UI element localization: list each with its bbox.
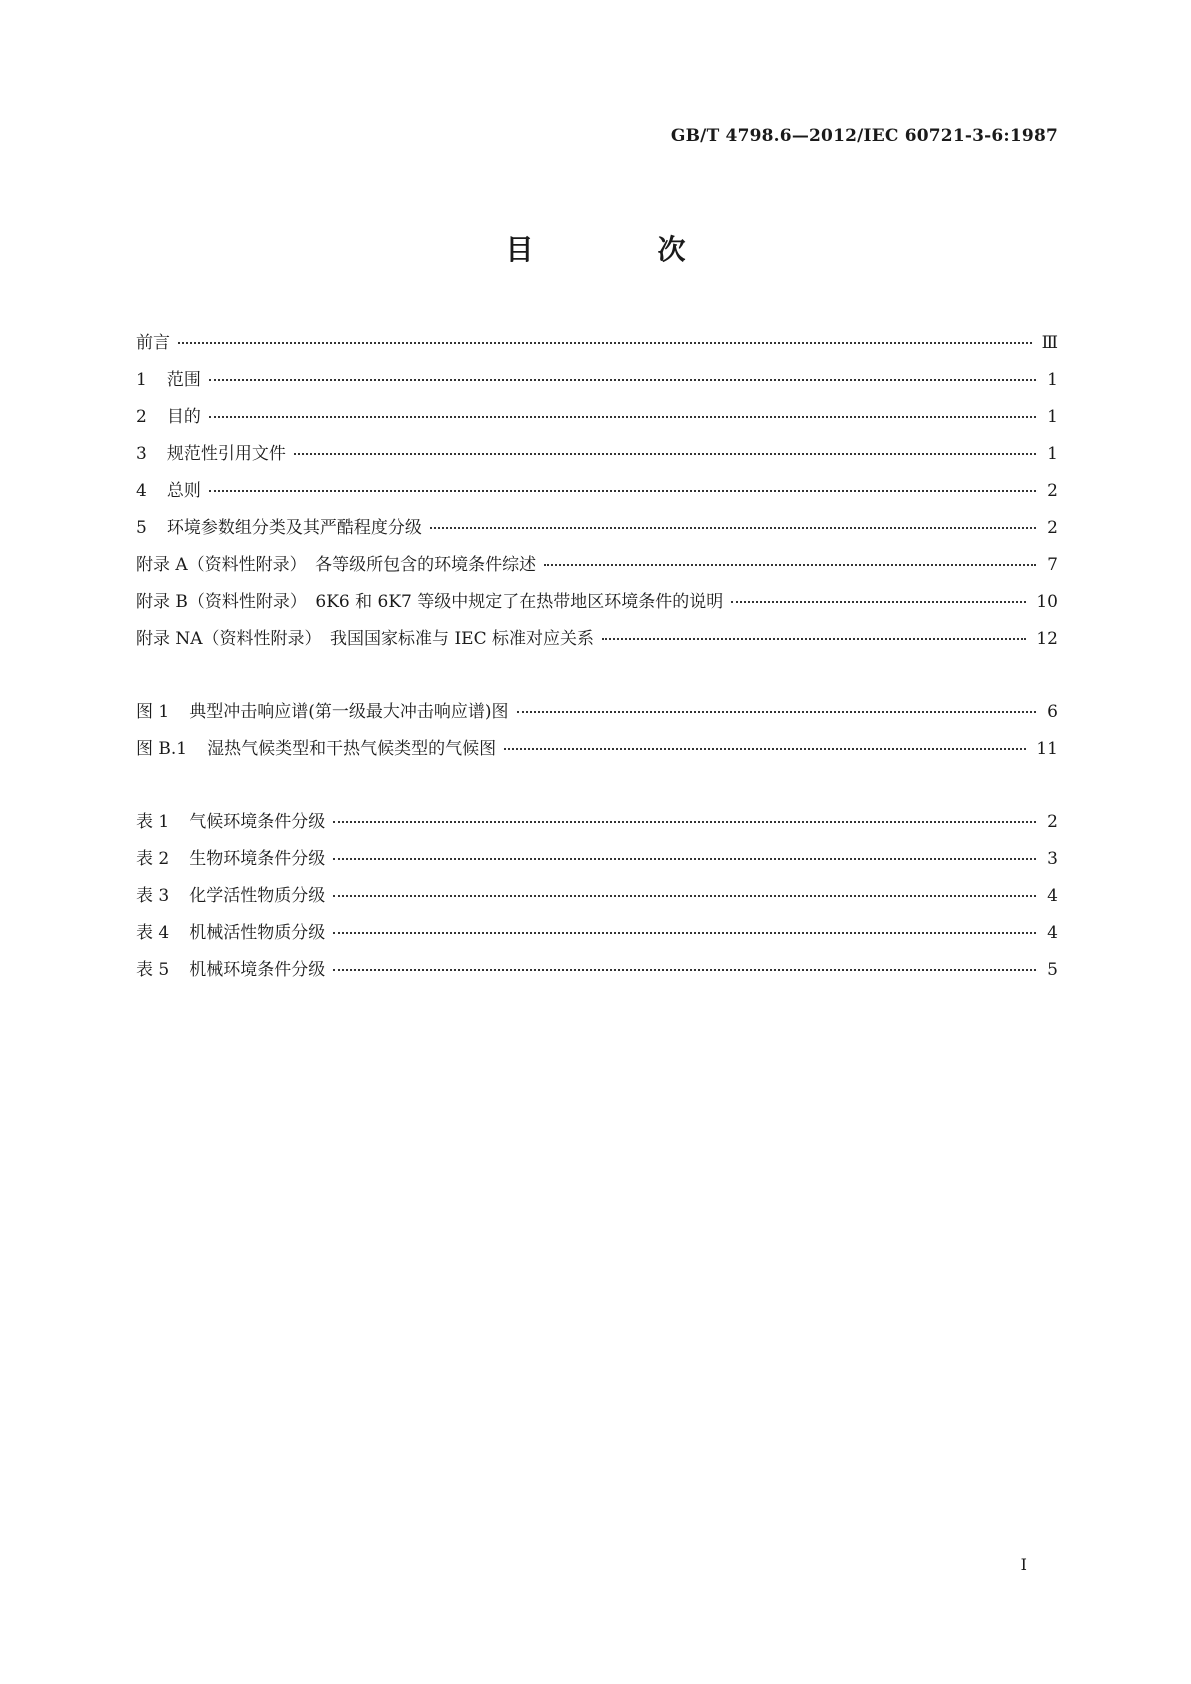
- toc-entry-page: 2: [1047, 812, 1058, 832]
- table-of-contents: [136, 328, 1058, 992]
- toc-entry-page: Ⅲ: [1041, 333, 1058, 353]
- toc-entry-text: 附录 A（资料性附录） 各等级所包含的环境条件综述: [136, 555, 537, 575]
- toc-leader-dots: [602, 638, 1026, 640]
- toc-leader-dots: [209, 490, 1036, 492]
- toc-entry-page: 10: [1036, 592, 1058, 612]
- toc-entry-text: 附录 B（资料性附录） 6K6 和 6K7 等级中规定了在热带地区环境条件的说明: [136, 592, 724, 612]
- toc-entry[interactable]: [136, 587, 1058, 624]
- toc-leader-dots: [430, 527, 1036, 529]
- toc-leader-dots: [517, 711, 1037, 713]
- toc-entry-page: 4: [1047, 923, 1058, 943]
- toc-entry-number: 表 4: [136, 923, 170, 943]
- toc-entry-label: [136, 513, 430, 538]
- toc-entry-number: 图 1: [136, 702, 170, 722]
- toc-entry-page: 6: [1047, 702, 1058, 722]
- toc-entry[interactable]: [136, 734, 1058, 771]
- toc-entry-text: 范围: [166, 370, 201, 390]
- toc-entry[interactable]: [136, 624, 1058, 661]
- page-number: I: [1020, 1555, 1027, 1574]
- toc-entry-number: 4: [136, 481, 147, 501]
- toc-entry[interactable]: [136, 550, 1058, 587]
- toc-entry-number: 表 1: [136, 812, 170, 832]
- toc-entry-label: [136, 328, 178, 353]
- toc-leader-dots: [544, 564, 1036, 566]
- toc-entry-text: 化学活性物质分级: [189, 886, 326, 906]
- toc-leader-dots: [731, 601, 1026, 603]
- toc-entry-page: 12: [1036, 629, 1058, 649]
- toc-entry-number: 1: [136, 370, 147, 390]
- toc-entry-text: 前言: [136, 333, 170, 353]
- toc-entry-page: 5: [1047, 960, 1058, 980]
- toc-entry-text: 机械环境条件分级: [189, 960, 326, 980]
- toc-entry-text: 环境参数组分类及其严酷程度分级: [166, 518, 422, 538]
- toc-entry[interactable]: [136, 402, 1058, 439]
- toc-entry-page: 7: [1047, 555, 1058, 575]
- toc-entry-text: 湿热气候类型和干热气候类型的气候图: [207, 739, 497, 759]
- toc-entry-label: [136, 550, 544, 575]
- toc-entry[interactable]: [136, 918, 1058, 955]
- toc-entry-label: [136, 881, 333, 906]
- toc-entry-page: 3: [1047, 849, 1058, 869]
- toc-entry-page: 1: [1047, 444, 1058, 464]
- toc-entry-text: 总则: [166, 481, 201, 501]
- toc-entry-label: [136, 402, 209, 427]
- toc-entry-label: [136, 697, 517, 722]
- toc-entry[interactable]: [136, 697, 1058, 734]
- toc-entry-page: 11: [1036, 739, 1058, 759]
- toc-leader-dots: [294, 453, 1036, 455]
- toc-entry-text: 气候环境条件分级: [189, 812, 326, 832]
- toc-entry-label: [136, 587, 731, 612]
- toc-entry[interactable]: [136, 513, 1058, 550]
- toc-entry[interactable]: [136, 844, 1058, 881]
- toc-figures: [136, 697, 1058, 771]
- toc-entry[interactable]: [136, 807, 1058, 844]
- toc-tables: [136, 807, 1058, 992]
- toc-entry-text: 典型冲击响应谱(第一级最大冲击响应谱)图: [189, 702, 509, 722]
- toc-leader-dots: [333, 895, 1036, 897]
- toc-entry-page: 1: [1047, 370, 1058, 390]
- toc-entry-page: 1: [1047, 407, 1058, 427]
- toc-entry[interactable]: [136, 365, 1058, 402]
- toc-entry[interactable]: [136, 476, 1058, 513]
- toc-leader-dots: [333, 821, 1036, 823]
- toc-entry-text: 规范性引用文件: [166, 444, 286, 464]
- toc-entry-number: 表 2: [136, 849, 170, 869]
- toc-entry-number: 3: [136, 444, 147, 464]
- toc-leader-dots: [333, 969, 1036, 971]
- page-title: 目 次: [505, 233, 734, 266]
- toc-leader-dots: [209, 416, 1036, 418]
- toc-entry-label: [136, 918, 333, 943]
- toc-entry-text: 生物环境条件分级: [189, 849, 326, 869]
- toc-entry-number: 5: [136, 518, 147, 538]
- toc-entry-text: 机械活性物质分级: [189, 923, 326, 943]
- toc-entry-text: 附录 NA（资料性附录） 我国国家标准与 IEC 标准对应关系: [136, 629, 594, 649]
- toc-entry-label: [136, 365, 209, 390]
- toc-entry[interactable]: [136, 881, 1058, 918]
- toc-leader-dots: [178, 342, 1032, 344]
- toc-entry-label: [136, 955, 333, 980]
- toc-entry-page: 2: [1047, 518, 1058, 538]
- toc-leader-dots: [209, 379, 1036, 381]
- toc-entry-label: [136, 734, 504, 759]
- toc-entry-page: 2: [1047, 481, 1058, 501]
- standard-code-header: GB/T 4798.6—2012/IEC 60721-3-6:1987: [670, 126, 1058, 146]
- toc-leader-dots: [333, 858, 1036, 860]
- toc-leader-dots: [333, 932, 1036, 934]
- toc-entry-label: [136, 624, 602, 649]
- toc-entry-label: [136, 476, 209, 501]
- toc-entry-label: [136, 844, 333, 869]
- toc-leader-dots: [504, 748, 1026, 750]
- toc-entry[interactable]: [136, 955, 1058, 992]
- toc-entry-label: [136, 439, 294, 464]
- toc-entry-label: [136, 807, 333, 832]
- toc-entry-number: 表 5: [136, 960, 170, 980]
- toc-entry[interactable]: [136, 328, 1058, 365]
- toc-sections: [136, 328, 1058, 661]
- toc-entry[interactable]: [136, 439, 1058, 476]
- toc-entry-text: 目的: [166, 407, 201, 427]
- toc-entry-number: 2: [136, 407, 147, 427]
- toc-entry-number: 表 3: [136, 886, 170, 906]
- toc-entry-page: 4: [1047, 886, 1058, 906]
- toc-entry-number: 图 B.1: [136, 739, 188, 759]
